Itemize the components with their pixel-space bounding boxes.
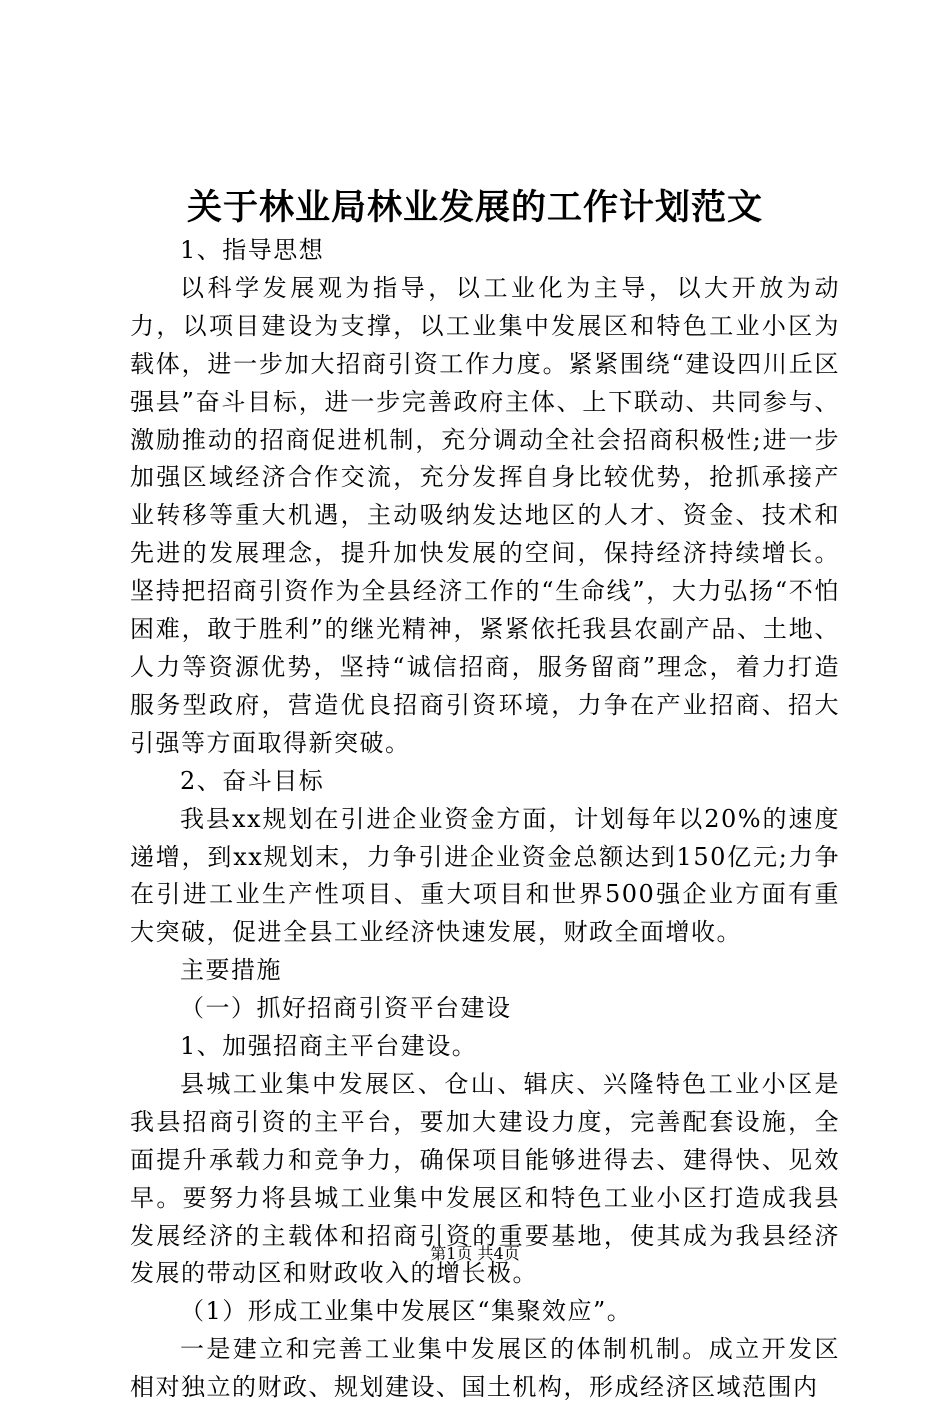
document-body [130, 232, 840, 1407]
document-title: 关于林业局林业发展的工作计划范文 [186, 187, 763, 228]
paragraph-main-platform: 县城工业集中发展区、仓山、辑庆、兴隆特色工业小区是我县招商引资的主平台，要加大建设力度，完善配套设施，全面提升承载力和竞争力，确保项目能够进得去、建得快、见效早。要努力将县城工业集中发展区和特色工业小区打造成我县发展经济的主载体和招商引资的重要基地，使其成为我县经济发展的带动区和财政收入的增长极。 [130, 1069, 840, 1288]
subsection-heading-platform: （一）抓好招商引资平台建设 [180, 994, 512, 1023]
section-heading-measures: 主要措施 [180, 956, 282, 985]
item-heading-main-platform: 1、加强招商主平台建设。 [180, 1032, 478, 1061]
paragraph-cluster-effect: 一是建立和完善工业集中发展区的体制机制。成立开发区相对独立的财政、规划建设、国土机构，形成经济区域范围内 [130, 1335, 840, 1402]
page-footer: 第1页 共4页 [430, 1244, 520, 1263]
section-heading-goals: 2、奋斗目标 [180, 766, 325, 795]
section-heading-guiding-thought: 1、指导思想 [180, 236, 325, 264]
paragraph-guiding-thought: 以科学发展观为指导，以工业化为主导，以大开放为动力，以项目建设为支撑，以工业集中发展区和特色工业小区为载体，进一步加大招商引资工作力度。紧紧围绕“建设四川丘区强县”奋斗目标，进一步完善政府主体、上下联动、共同参与、激励推动的招商促进机制，充分调动全社会招商积极性;进一步加强区域经济合作交流，充分发挥自身比较优势，抢抓承接产业转移等重大机遇，主动吸纳发达地区的人才、资金、技术和先进的发展理念，提升加快发展的空间，保持经济持续增长。坚持把招商引资作为全县经济工作的“生命线”，大力弘扬“不怕困难，敢于胜利”的继光精神，紧紧依托我县农副产品、土地、人力等资源优势，坚持“诚信招商，服务留商”理念，着力打造服务型政府，营造优良招商引资环境，力争在产业招商、招大引强等方面取得新突破。 [130, 273, 840, 757]
item-heading-cluster-effect: （1）形成工业集中发展区“集聚效应”。 [180, 1297, 633, 1326]
paragraph-goals: 我县xx规划在引进企业资金方面，计划每年以20%的速度递增，到xx规划末，力争引进企业资金总额达到150亿元;力争在引进工业生产性项目、重大项目和世界500强企业方面有重大突破，促进全县工业经济快速发展，财政全面增收。 [130, 804, 840, 947]
